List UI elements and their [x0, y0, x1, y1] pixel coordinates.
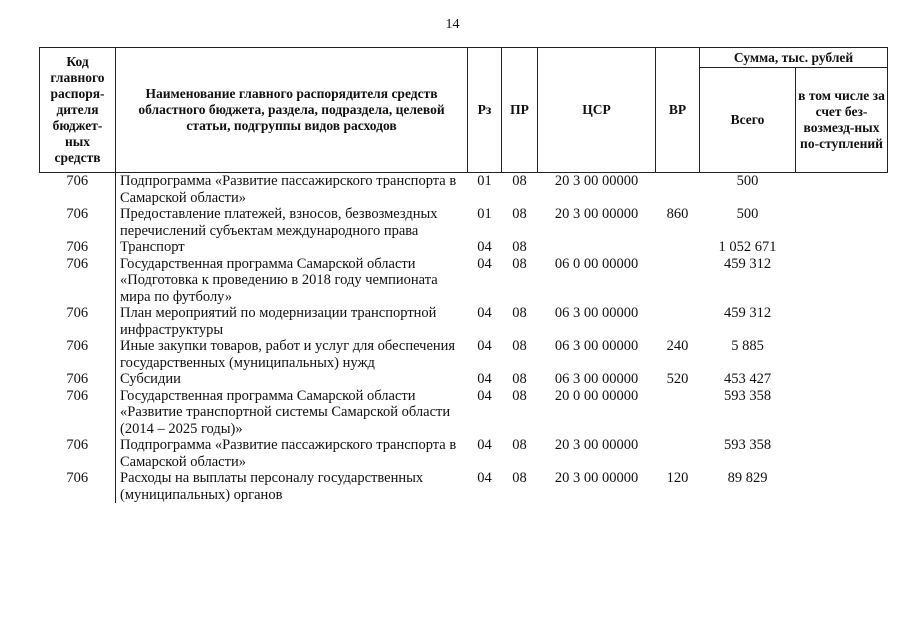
cell-rz: 01	[477, 206, 492, 222]
header-csr: ЦСР	[538, 48, 656, 173]
cell-code: 706	[66, 239, 89, 255]
cell-name: Подпрограмма «Развитие пассажирского транспорта в Самарской области»	[116, 437, 468, 470]
cell-vr	[656, 173, 700, 207]
cell-vr	[656, 305, 700, 338]
cell-rz: 04	[477, 470, 492, 486]
cell-rz: 04	[477, 338, 492, 354]
cell-pr: 08	[512, 338, 527, 354]
cell-csr: 20 3 00 00000	[554, 173, 639, 189]
cell-total: 453 427	[723, 371, 772, 387]
cell-free	[796, 256, 888, 306]
cell-rz: 04	[477, 239, 492, 255]
cell-rz: 04	[477, 371, 492, 387]
cell-pr: 08	[512, 206, 527, 222]
cell-code: 706	[66, 255, 89, 272]
cell-rz: 04	[477, 305, 492, 321]
cell-csr: 20 3 00 00000	[554, 437, 639, 453]
cell-name: Предоставление платежей, взносов, безвозмездных перечислений субъектам международного права	[116, 206, 468, 239]
header-name: Наименование главного распорядителя средств областного бюджета, раздела, подраздела, целевой статьи, подгруппы видов расходов	[116, 48, 468, 173]
header-vr: ВР	[656, 48, 700, 173]
cell-code: 706	[66, 173, 89, 189]
cell-code: 706	[66, 305, 89, 321]
cell-vr	[656, 437, 700, 470]
cell-csr: 06 3 00 00000	[554, 371, 639, 387]
cell-vr	[656, 239, 700, 256]
cell-total: 593 358	[723, 387, 772, 404]
cell-total: 459 312	[723, 255, 772, 272]
cell-name: Государственная программа Самарской области «Подготовка к проведению в 2018 году чемпионата мира по футболу»	[116, 256, 468, 306]
cell-name: Транспорт	[116, 239, 468, 256]
cell-total: 593 358	[723, 437, 772, 453]
cell-rz: 04	[477, 437, 492, 453]
cell-pr: 08	[512, 371, 527, 387]
cell-free	[796, 388, 888, 438]
cell-pr: 08	[512, 255, 527, 272]
cell-csr: 20 3 00 00000	[554, 470, 639, 486]
cell-rz: 01	[477, 173, 492, 189]
cell-code: 706	[66, 371, 89, 387]
cell-csr: 06 3 00 00000	[554, 338, 639, 354]
cell-free	[796, 305, 888, 338]
cell-code: 706	[66, 387, 89, 404]
table-row	[40, 239, 888, 256]
header-pr: ПР	[502, 48, 538, 173]
cell-free	[796, 437, 888, 470]
table-row	[40, 388, 888, 438]
cell-pr: 08	[512, 173, 527, 189]
cell-free	[796, 338, 888, 371]
cell-free	[796, 173, 888, 207]
table-row	[40, 338, 888, 371]
cell-vr: 120	[666, 470, 689, 486]
table-row	[40, 305, 888, 338]
cell-vr	[656, 256, 700, 306]
cell-rz: 04	[477, 255, 492, 272]
cell-pr: 08	[512, 305, 527, 321]
cell-pr: 08	[512, 387, 527, 404]
cell-code: 706	[66, 338, 89, 354]
cell-free	[796, 206, 888, 239]
cell-free	[796, 371, 888, 388]
cell-total: 459 312	[723, 305, 772, 321]
cell-csr: 20 3 00 00000	[554, 206, 639, 222]
table-row	[40, 206, 888, 239]
cell-total: 500	[736, 173, 759, 189]
table-row	[40, 256, 888, 306]
budget-table	[39, 47, 888, 503]
cell-vr: 860	[666, 206, 689, 222]
cell-name: Подпрограмма «Развитие пассажирского транспорта в Самарской области»	[116, 173, 468, 207]
header-code: Код главного распоря-дителя бюджет-ных средств	[40, 48, 116, 173]
cell-name: Расходы на выплаты персоналу государственных (муниципальных) органов	[116, 470, 468, 503]
cell-code: 706	[66, 437, 89, 453]
cell-code: 706	[66, 470, 89, 486]
table-row	[40, 437, 888, 470]
cell-free	[796, 470, 888, 503]
cell-vr	[656, 388, 700, 438]
page-number: 14	[445, 17, 460, 32]
cell-name: План мероприятий по модернизации транспортной инфраструктуры	[116, 305, 468, 338]
table-row	[40, 470, 888, 503]
cell-pr: 08	[512, 470, 527, 486]
cell-total: 5 885	[731, 338, 764, 354]
header-free: в том числе за счет без-возмезд-ных по-ступлений	[796, 68, 888, 173]
cell-name: Государственная программа Самарской области «Развитие транспортной системы Самарской области (2014 – 2025 годы)»	[116, 388, 468, 438]
header-rz: Рз	[468, 48, 502, 173]
cell-pr: 08	[512, 239, 527, 255]
cell-total: 500	[736, 206, 759, 222]
cell-vr: 520	[666, 371, 689, 387]
table-row	[40, 173, 888, 207]
cell-vr: 240	[666, 338, 689, 354]
cell-csr: 06 3 00 00000	[554, 305, 639, 321]
cell-csr	[538, 239, 656, 256]
cell-csr: 06 0 00 00000	[554, 255, 639, 272]
header-total: Всего	[700, 68, 796, 173]
cell-name: Иные закупки товаров, работ и услуг для обеспечения государственных (муниципальных) нужд	[116, 338, 468, 371]
cell-csr: 20 0 00 00000	[554, 387, 639, 404]
header-sum: Сумма, тыс. рублей	[700, 48, 888, 68]
cell-rz: 04	[477, 387, 492, 404]
cell-free	[796, 239, 888, 256]
table-row	[40, 371, 888, 388]
cell-pr: 08	[512, 437, 527, 453]
cell-total: 89 829	[727, 470, 768, 486]
cell-total: 1 052 671	[718, 239, 777, 255]
cell-name: Субсидии	[116, 371, 468, 388]
cell-code: 706	[66, 206, 89, 222]
